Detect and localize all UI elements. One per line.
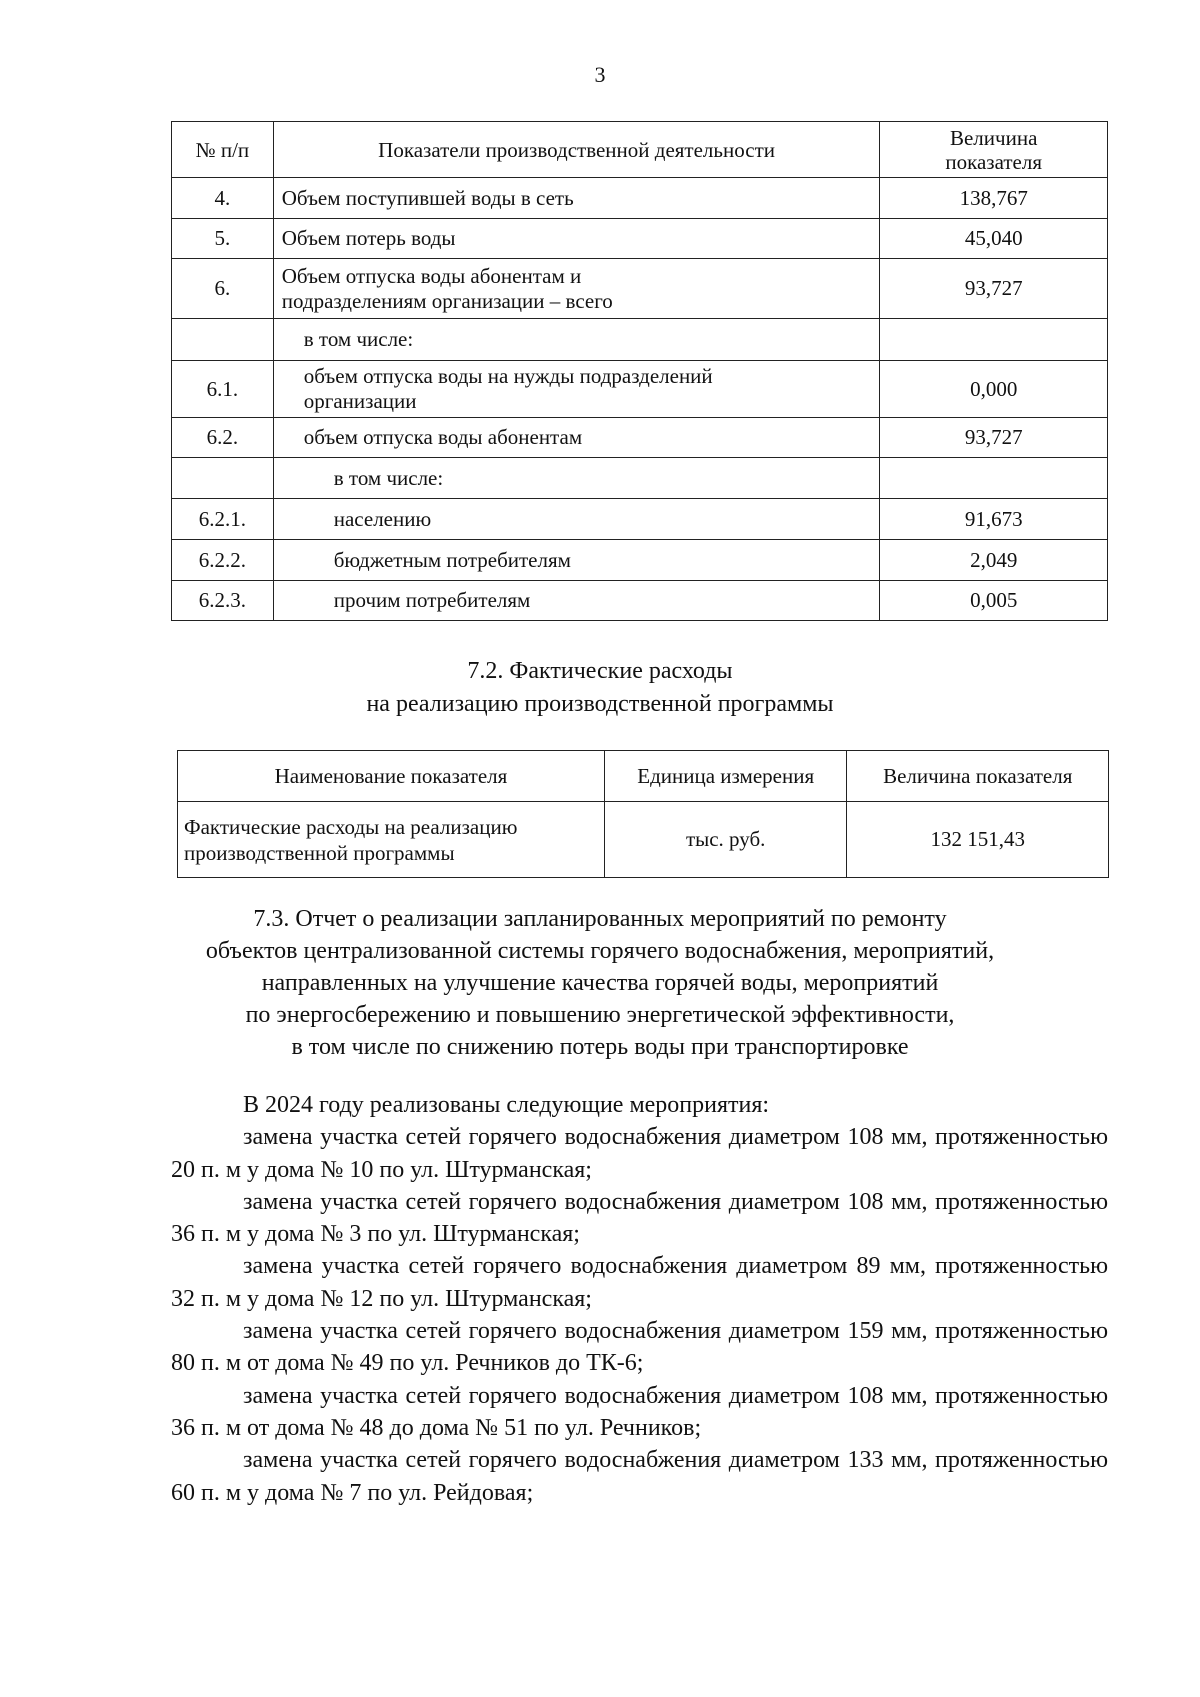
header-number: № п/п: [172, 122, 274, 178]
row-value: 132 151,43: [847, 802, 1109, 878]
table-row: [172, 178, 1108, 219]
section-7-3-title: [0, 903, 1200, 1063]
header-indicator: Показатели производственной деятельности: [273, 122, 880, 178]
page-number: 3: [594, 62, 606, 87]
section-title-line: по энергосбережению и повышению энергетической эффективности,: [245, 1002, 955, 1028]
row-value: 45,040: [880, 219, 1108, 259]
row-indicator: в том числе:: [273, 319, 880, 361]
table-header-row: [172, 122, 1108, 178]
list-item: замена участка сетей горячего водоснабжения диаметром 108 мм, протяженностью 36 п. м у дома № 3 по ул. Штурманская;: [171, 1188, 1108, 1248]
section-title-line: в том числе по снижению потерь воды при транспортировке: [291, 1034, 909, 1060]
row-value: [880, 319, 1108, 361]
header-value: Величина показателя: [880, 122, 1108, 178]
table-row: [172, 259, 1108, 319]
row-indicator-name: Фактические расходы на реализацию производственной программы: [178, 802, 605, 878]
table-row: [172, 458, 1108, 499]
body-intro: В 2024 году реализованы следующие мероприятия:: [243, 1092, 770, 1118]
header-value: Величина показателя: [847, 751, 1109, 802]
header-unit: Единица измерения: [604, 751, 847, 802]
list-item: замена участка сетей горячего водоснабжения диаметром 159 мм, протяженностью 80 п. м от дома № 49 по ул. Речников до ТК-6;: [171, 1318, 1108, 1377]
header-indicator-name: Наименование показателя: [178, 751, 605, 802]
row-value: 93,727: [880, 259, 1108, 319]
row-indicator: Объем отпуска воды абонентам и подразделениям организации – всего: [273, 259, 880, 319]
section-title-line: 7.3. Отчет о реализации запланированных мероприятий по ремонту: [253, 906, 947, 932]
production-indicators-table: [171, 121, 1108, 621]
row-number: 6.2.: [172, 418, 274, 458]
list-item: замена участка сетей горячего водоснабжения диаметром 133 мм, протяженностью 60 п. м у дома № 7 по ул. Рейдовая;: [171, 1447, 1108, 1506]
row-number: 6.2.1.: [172, 499, 274, 540]
table-row: [178, 802, 1109, 878]
section-title-line: на реализацию производственной программы: [366, 691, 834, 717]
list-item: замена участка сетей горячего водоснабжения диаметром 108 мм, протяженностью 20 п. м у дома № 10 по ул. Штурманская;: [171, 1124, 1108, 1183]
row-number: [172, 319, 274, 361]
row-value: 0,005: [880, 581, 1108, 621]
row-unit: тыс. руб.: [604, 802, 847, 878]
table-row: [172, 581, 1108, 621]
row-indicator: населению: [273, 499, 880, 540]
row-value: 91,673: [880, 499, 1108, 540]
row-indicator: Объем потерь воды: [273, 219, 880, 259]
measures-body: [171, 1089, 1108, 1509]
row-indicator: объем отпуска воды на нужды подразделений организации: [273, 361, 880, 418]
table-header-row: [178, 751, 1109, 802]
table-row: [172, 418, 1108, 458]
row-number: 6.2.2.: [172, 540, 274, 581]
row-indicator: прочим потребителям: [273, 581, 880, 621]
section-title-line: объектов централизованной системы горячего водоснабжения, мероприятий,: [205, 938, 995, 964]
actual-expenses-table: [177, 750, 1109, 878]
row-number: 6.2.3.: [172, 581, 274, 621]
table-row: [172, 540, 1108, 581]
section-title-line: 7.2. Фактические расходы: [467, 658, 733, 684]
row-number: [172, 458, 274, 499]
row-indicator: бюджетным потребителям: [273, 540, 880, 581]
row-number: 5.: [172, 219, 274, 259]
row-value: 2,049: [880, 540, 1108, 581]
row-number: 6.: [172, 259, 274, 319]
table-row: [172, 499, 1108, 540]
row-value: 138,767: [880, 178, 1108, 219]
row-value: 0,000: [880, 361, 1108, 418]
section-title-line: направленных на улучшение качества горячей воды, мероприятий: [261, 970, 939, 996]
row-number: 4.: [172, 178, 274, 219]
row-number: 6.1.: [172, 361, 274, 418]
table-row: [172, 319, 1108, 361]
table-row: [172, 219, 1108, 259]
table-row: [172, 361, 1108, 418]
section-7-2-title: [0, 655, 1200, 721]
row-value: [880, 458, 1108, 499]
row-value: 93,727: [880, 418, 1108, 458]
row-indicator: в том числе:: [273, 458, 880, 499]
row-indicator: Объем поступившей воды в сеть: [273, 178, 880, 219]
list-item: замена участка сетей горячего водоснабжения диаметром 89 мм, протяженностью 32 п. м у дома № 12 по ул. Штурманская;: [171, 1253, 1108, 1312]
list-item: замена участка сетей горячего водоснабжения диаметром 108 мм, протяженностью 36 п. м от дома № 48 до дома № 51 по ул. Речников;: [171, 1382, 1108, 1441]
row-indicator: объем отпуска воды абонентам: [273, 418, 880, 458]
